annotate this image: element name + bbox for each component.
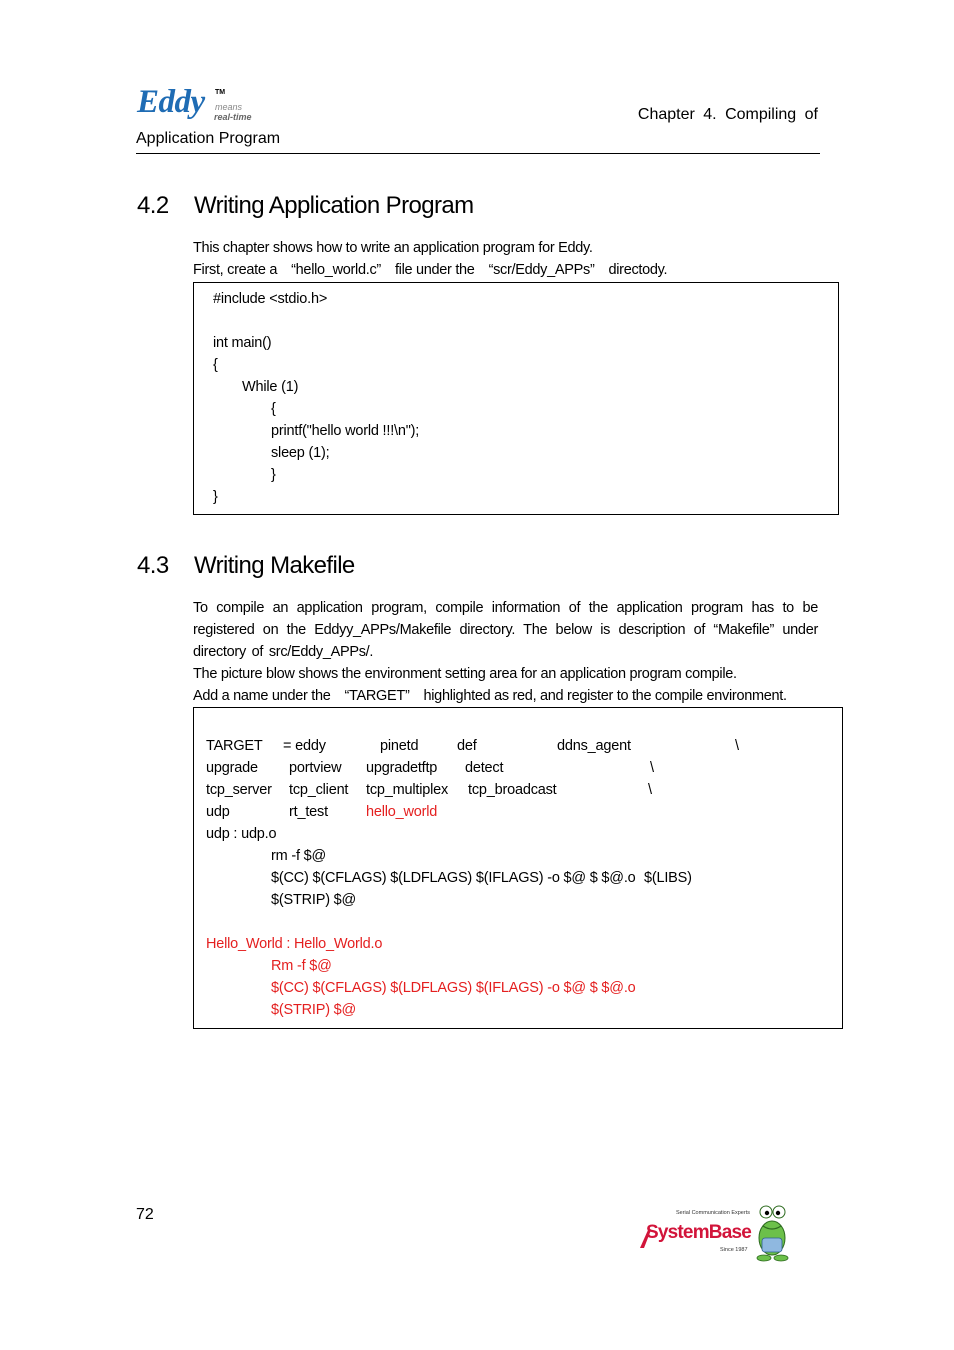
makefile-rule-line: rm -f $@ (271, 848, 327, 864)
code-line: printf("hello world !!!\n"); (271, 423, 420, 439)
code-line: #include <stdio.h> (213, 291, 328, 307)
makefile-token: rt_test (289, 804, 328, 820)
makefile-token: = eddy (283, 738, 326, 754)
intro-line-1: This chapter shows how to write an application program for Eddy. (193, 240, 593, 256)
makefile-token: ddns_agent (557, 738, 631, 754)
section-number: 4.2 (137, 192, 169, 219)
makefile-token: tcp_broadcast (468, 782, 557, 798)
code-line: { (213, 357, 218, 373)
code-box-hello-world (193, 282, 839, 515)
eddy-logo-means: means (215, 102, 243, 112)
eddy-logo-realtime: real-time (214, 112, 252, 122)
makefile-rule-line-highlighted: $(STRIP) $@ (271, 1002, 357, 1018)
makefile-token: TARGET (206, 738, 263, 754)
makefile-token-highlighted: hello_world (366, 804, 438, 820)
makefile-rule-line: udp : udp.o (206, 826, 277, 842)
makefile-instruction: Add a name under the “TARGET” highlighted as red, and register to the compile environment. (193, 688, 787, 704)
makefile-rule-line-highlighted: Rm -f $@ (271, 958, 332, 974)
makefile-token: tcp_client (289, 782, 349, 798)
makefile-picture-note: The picture blow shows the environment setting area for an application program compile. (193, 666, 737, 682)
section-title: Writing Makefile (194, 552, 355, 579)
makefile-token: tcp_server (206, 782, 272, 798)
code-line: While (1) (242, 379, 299, 395)
section-heading-4-2 (137, 192, 474, 220)
eddy-logo-text: Eddy (137, 84, 205, 120)
code-line: } (213, 489, 218, 505)
code-line: int main() (213, 335, 272, 351)
makefile-rule-line-highlighted: Hello_World : Hello_World.o (206, 936, 383, 952)
makefile-intro-paragraph: To compile an application program, compile information of the application program has to be registered on the Eddyy_APPs/Makefile directory. The below is description of “Makefile” under directory of src/Eddy_APPs/. (193, 600, 818, 660)
code-line: } (271, 467, 276, 483)
makefile-rule-line: $(LIBS) (644, 870, 692, 886)
makefile-rule-line: $(STRIP) $@ (271, 892, 357, 908)
intro-line-2: First, create a “hello_world.c” file under the “scr/Eddy_APPs” directody. (193, 262, 668, 278)
brand-tagline: Serial Communication Experts (676, 1210, 750, 1216)
systembase-logo (638, 1202, 793, 1262)
header-divider (136, 153, 820, 154)
section-number: 4.3 (137, 552, 169, 579)
makefile-token: udp (206, 804, 230, 820)
section-heading-4-3 (137, 552, 355, 580)
section-title: Writing Application Program (194, 192, 474, 219)
makefile-rule-line: $(CC) $(CFLAGS) $(LDFLAGS) $(IFLAGS) -o $@ $ $@.o (271, 870, 636, 886)
code-line: sleep (1); (271, 445, 330, 461)
makefile-token: \ (648, 782, 652, 798)
page-number: 72 (136, 1206, 154, 1223)
eddy-logo-tm: TM (215, 89, 226, 96)
makefile-token: \ (735, 738, 739, 754)
eddy-logo (137, 84, 267, 126)
brand-since: Since 1987 (720, 1247, 748, 1253)
makefile-token: tcp_multiplex (366, 782, 449, 798)
makefile-token: portview (289, 760, 342, 776)
makefile-token: def (457, 738, 477, 754)
makefile-token: pinetd (380, 738, 419, 754)
makefile-token: upgrade (206, 760, 258, 776)
running-header-continued: Application Program (136, 130, 281, 147)
makefile-token: \ (650, 760, 654, 776)
section-4-3-body (193, 597, 818, 707)
makefile-rule-line-highlighted: $(CC) $(CFLAGS) $(LDFLAGS) $(IFLAGS) -o $@ $ $@.o (271, 980, 636, 996)
code-box-makefile (193, 707, 843, 1029)
section-4-2-intro (193, 237, 818, 281)
makefile-token: upgradetftp (366, 760, 438, 776)
running-header-chapter: Chapter 4. Compiling of (637, 106, 818, 123)
brand-name: SystemBase (646, 1222, 752, 1243)
makefile-token: detect (465, 760, 504, 776)
code-line: { (271, 401, 276, 417)
